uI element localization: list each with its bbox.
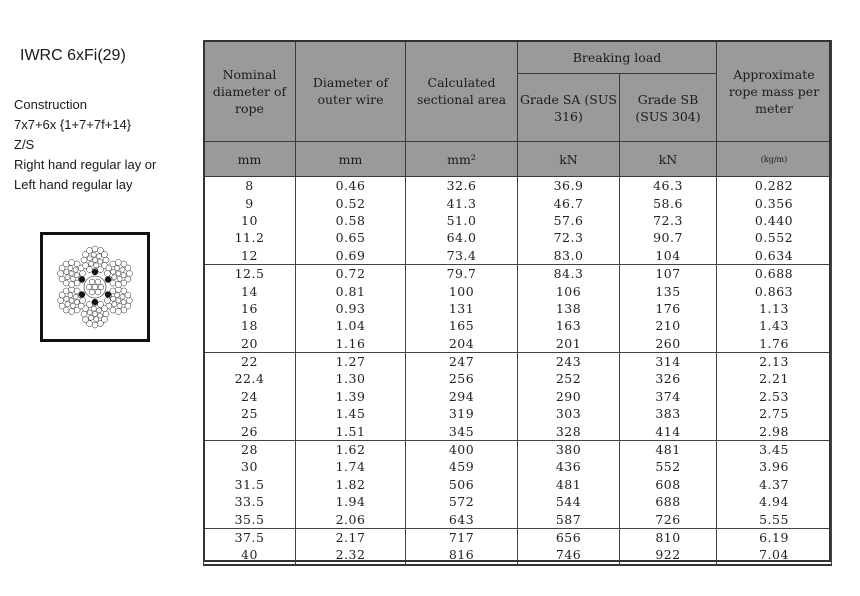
center-wire: [69, 271, 74, 276]
spec-table: [203, 40, 832, 566]
cell-grade-sa: 746: [518, 546, 620, 564]
cell-mass: 7.04: [717, 546, 832, 564]
cell-outer-wire: 0.69: [296, 247, 406, 265]
cell-outer-wire: 0.93: [296, 300, 406, 317]
cell-mass: 2.75: [717, 405, 832, 422]
cell-mass: 2.53: [717, 388, 832, 405]
cell-mass: 4.94: [717, 493, 832, 510]
cell-grade-sb: 383: [620, 405, 717, 422]
cell-outer-wire: 1.27: [296, 352, 406, 370]
table-row: [204, 388, 832, 405]
cell-area: 73.4: [406, 247, 518, 265]
cell-grade-sb: 688: [620, 493, 717, 510]
cell-nominal: 16: [204, 300, 296, 317]
header-grade-sb: Grade SB (SUS 304): [620, 74, 717, 142]
cell-grade-sa: 252: [518, 370, 620, 387]
outer-wire: [103, 311, 109, 317]
filler-wire: [105, 277, 111, 283]
cell-outer-wire: 1.39: [296, 388, 406, 405]
inner-wire: [98, 259, 103, 264]
cell-mass: 1.76: [717, 335, 832, 353]
cell-nominal: 20: [204, 335, 296, 353]
product-title: IWRC 6xFi(29): [20, 47, 126, 64]
table-row: [204, 370, 832, 387]
outer-wire: [121, 280, 127, 286]
inner-wire: [88, 315, 93, 320]
unit-mass: (kg/m): [717, 142, 832, 177]
cell-grade-sb: 481: [620, 440, 717, 458]
inner-wire: [117, 276, 122, 281]
cell-outer-wire: 1.74: [296, 458, 406, 475]
cell-outer-wire: 1.62: [296, 440, 406, 458]
unit-grade-sa: kN: [518, 142, 620, 177]
cell-outer-wire: 1.82: [296, 476, 406, 493]
inner-wire: [94, 263, 99, 268]
inner-wire: [115, 266, 120, 271]
cell-nominal: 30: [204, 458, 296, 475]
cell-grade-sa: 163: [518, 317, 620, 334]
inner-wire: [121, 273, 126, 278]
header-nominal-diameter: Nominal diameter of rope: [204, 41, 296, 142]
table-row: [204, 405, 832, 422]
cell-nominal: 11.2: [204, 229, 296, 246]
outer-wire: [82, 317, 88, 323]
cell-area: 256: [406, 370, 518, 387]
rope-cross-section-frame: [40, 232, 150, 342]
outer-wire: [59, 303, 65, 309]
cell-grade-sb: 210: [620, 317, 717, 334]
table-body: [204, 177, 832, 565]
outer-wire: [115, 282, 121, 288]
cell-grade-sa: 656: [518, 528, 620, 546]
cell-mass: 0.688: [717, 264, 832, 282]
table-row: [204, 528, 832, 546]
outer-wire: [115, 309, 121, 315]
inner-wire: [64, 269, 69, 274]
outer-wire: [80, 271, 86, 277]
cell-grade-sa: 481: [518, 476, 620, 493]
cell-mass: 2.98: [717, 422, 832, 440]
inner-wire: [112, 302, 117, 307]
cell-grade-sb: 260: [620, 335, 717, 353]
core-wire: [86, 284, 92, 290]
cell-grade-sa: 106: [518, 282, 620, 299]
core-wire: [89, 289, 95, 295]
outer-wire: [87, 301, 93, 307]
table-row: [204, 194, 832, 211]
inner-wire: [97, 308, 102, 313]
outer-wire: [69, 309, 75, 315]
cell-nominal: 24: [204, 388, 296, 405]
unit-area: mm²: [406, 142, 518, 177]
cell-grade-sb: 104: [620, 247, 717, 265]
cell-nominal: 22: [204, 352, 296, 370]
cell-nominal: 26: [204, 422, 296, 440]
inner-wire: [120, 294, 125, 299]
outer-wire: [126, 271, 132, 277]
table-row: [204, 510, 832, 528]
cell-area: 51.0: [406, 212, 518, 229]
cell-grade-sb: 107: [620, 264, 717, 282]
cell-mass: 0.552: [717, 229, 832, 246]
cell-outer-wire: 1.94: [296, 493, 406, 510]
table-row: [204, 476, 832, 493]
cell-area: 319: [406, 405, 518, 422]
outer-wire: [125, 265, 131, 271]
inner-wire: [111, 296, 116, 301]
inner-wire: [68, 293, 73, 298]
cell-nominal: 12: [204, 247, 296, 265]
cell-area: 131: [406, 300, 518, 317]
unit-outer-wire: mm: [296, 142, 406, 177]
table-row: [204, 458, 832, 475]
inner-wire: [73, 267, 78, 272]
outer-wire: [98, 321, 104, 327]
cell-grade-sa: 84.3: [518, 264, 620, 282]
outer-wire: [125, 292, 131, 298]
cell-nominal: 25: [204, 405, 296, 422]
table-row: [204, 422, 832, 440]
table-row: [204, 317, 832, 334]
outer-wire: [102, 306, 108, 312]
filler-wire: [92, 299, 98, 305]
header-rope-mass: Approximate rope mass per meter: [717, 41, 832, 142]
table-row: [204, 264, 832, 282]
table-row: [204, 546, 832, 564]
cell-mass: 0.440: [717, 212, 832, 229]
cell-area: 247: [406, 352, 518, 370]
cell-area: 79.7: [406, 264, 518, 282]
outer-wire: [126, 298, 132, 304]
center-wire: [93, 312, 98, 317]
cell-grade-sa: 587: [518, 510, 620, 528]
cell-grade-sb: 58.6: [620, 194, 717, 211]
core-wire: [95, 289, 101, 295]
cell-grade-sa: 46.7: [518, 194, 620, 211]
cell-nominal: 12.5: [204, 264, 296, 282]
outer-wire: [103, 257, 109, 263]
cell-grade-sb: 552: [620, 458, 717, 475]
cell-mass: 0.356: [717, 194, 832, 211]
cell-grade-sa: 290: [518, 388, 620, 405]
cell-grade-sb: 810: [620, 528, 717, 546]
spec-line: Left hand regular lay: [14, 177, 133, 192]
outer-wire: [104, 271, 110, 277]
table-row: [204, 335, 832, 353]
cell-grade-sb: 46.3: [620, 177, 717, 195]
inner-wire: [115, 293, 120, 298]
outer-wire: [98, 267, 104, 273]
inner-wire: [112, 275, 117, 280]
cell-outer-wire: 0.65: [296, 229, 406, 246]
table-row: [204, 493, 832, 510]
outer-wire: [58, 298, 64, 304]
table-row: [204, 229, 832, 246]
outer-wire: [59, 276, 65, 282]
cell-outer-wire: 0.46: [296, 177, 406, 195]
outer-wire: [121, 307, 127, 313]
cell-outer-wire: 2.06: [296, 510, 406, 528]
unit-grade-sb: kN: [620, 142, 717, 177]
cell-area: 506: [406, 476, 518, 493]
cell-grade-sb: 176: [620, 300, 717, 317]
cell-area: 64.0: [406, 229, 518, 246]
cell-nominal: 18: [204, 317, 296, 334]
table-row: [204, 212, 832, 229]
center-wire: [116, 271, 121, 276]
inner-wire: [74, 273, 79, 278]
inner-wire: [120, 267, 125, 272]
outer-wire: [115, 260, 121, 266]
header-grade-sa: Grade SA (SUS 316): [518, 74, 620, 142]
cell-grade-sa: 544: [518, 493, 620, 510]
cell-grade-sa: 243: [518, 352, 620, 370]
cell-grade-sb: 414: [620, 422, 717, 440]
inner-wire: [88, 261, 93, 266]
cell-mass: 6.19: [717, 528, 832, 546]
outer-wire: [74, 307, 80, 313]
inner-wire: [117, 303, 122, 308]
cell-grade-sb: 374: [620, 388, 717, 405]
cell-area: 816: [406, 546, 518, 564]
core-wire: [89, 279, 95, 285]
cell-mass: 3.96: [717, 458, 832, 475]
cell-outer-wire: 2.32: [296, 546, 406, 564]
cell-mass: 0.282: [717, 177, 832, 195]
cell-grade-sa: 328: [518, 422, 620, 440]
spec-line: 7x7+6x {1+7+7f+14}: [14, 117, 132, 132]
cell-mass: 2.13: [717, 352, 832, 370]
inner-wire: [94, 317, 99, 322]
cell-outer-wire: 1.16: [296, 335, 406, 353]
cell-nominal: 37.5: [204, 528, 296, 546]
cell-grade-sb: 72.3: [620, 212, 717, 229]
spec-line: Z/S: [14, 137, 35, 152]
cell-grade-sa: 201: [518, 335, 620, 353]
outer-wire: [69, 260, 75, 266]
cell-mass: 0.863: [717, 282, 832, 299]
outer-wire: [92, 322, 98, 328]
cell-mass: 5.55: [717, 510, 832, 528]
outer-wire: [63, 261, 69, 267]
cell-grade-sa: 83.0: [518, 247, 620, 265]
cell-mass: 2.21: [717, 370, 832, 387]
cell-outer-wire: 0.52: [296, 194, 406, 211]
cell-nominal: 28: [204, 440, 296, 458]
cell-grade-sa: 303: [518, 405, 620, 422]
table-row: [204, 352, 832, 370]
cell-grade-sb: 608: [620, 476, 717, 493]
table-row: [204, 440, 832, 458]
cell-nominal: 33.5: [204, 493, 296, 510]
cell-outer-wire: 0.72: [296, 264, 406, 282]
cell-area: 345: [406, 422, 518, 440]
header-outer-wire: Diameter of outer wire: [296, 41, 406, 142]
outer-wire: [110, 261, 116, 267]
cell-grade-sb: 135: [620, 282, 717, 299]
table-row: [204, 282, 832, 299]
cell-mass: 1.13: [717, 300, 832, 317]
cell-nominal: 8: [204, 177, 296, 195]
cell-mass: 0.634: [717, 247, 832, 265]
cell-nominal: 9: [204, 194, 296, 211]
outer-wire: [81, 257, 87, 263]
inner-wire: [70, 276, 75, 281]
cell-nominal: 31.5: [204, 476, 296, 493]
cell-outer-wire: 2.17: [296, 528, 406, 546]
inner-wire: [73, 294, 78, 299]
center-wire: [93, 258, 98, 263]
cell-grade-sa: 72.3: [518, 229, 620, 246]
cell-area: 32.6: [406, 177, 518, 195]
cell-grade-sa: 138: [518, 300, 620, 317]
filler-wire: [105, 292, 111, 298]
cell-area: 165: [406, 317, 518, 334]
cell-nominal: 14: [204, 282, 296, 299]
cell-outer-wire: 1.51: [296, 422, 406, 440]
outer-wire: [81, 311, 87, 317]
cell-area: 717: [406, 528, 518, 546]
cell-grade-sb: 726: [620, 510, 717, 528]
outer-wire: [82, 263, 88, 269]
inner-wire: [97, 254, 102, 259]
table-row: [204, 300, 832, 317]
inner-wire: [91, 252, 96, 257]
inner-wire: [87, 256, 92, 261]
cell-area: 294: [406, 388, 518, 405]
inner-wire: [64, 296, 69, 301]
cell-grade-sa: 57.6: [518, 212, 620, 229]
filler-wire: [79, 292, 85, 298]
cell-outer-wire: 1.30: [296, 370, 406, 387]
product-specs: [14, 95, 156, 195]
cell-area: 100: [406, 282, 518, 299]
table-row: [204, 247, 832, 265]
cell-mass: 4.37: [717, 476, 832, 493]
cell-nominal: 22.4: [204, 370, 296, 387]
cell-grade-sa: 380: [518, 440, 620, 458]
cell-grade-sa: 436: [518, 458, 620, 475]
inner-wire: [87, 310, 92, 315]
outer-wire: [58, 271, 64, 277]
header-breaking-load: Breaking load: [518, 41, 717, 74]
inner-wire: [98, 313, 103, 318]
cell-area: 459: [406, 458, 518, 475]
outer-wire: [102, 252, 108, 258]
outer-wire: [63, 288, 69, 294]
header-sectional-area: Calculated sectional area: [406, 41, 518, 142]
inner-wire: [65, 302, 70, 307]
outer-wire: [92, 246, 98, 252]
filler-wire: [79, 277, 85, 283]
wire-rope-cross-section-icon: [45, 237, 145, 337]
cell-area: 204: [406, 335, 518, 353]
inner-wire: [70, 303, 75, 308]
inner-wire: [74, 300, 79, 305]
cell-mass: 1.43: [717, 317, 832, 334]
filler-wire: [92, 269, 98, 275]
cell-grade-sb: 326: [620, 370, 717, 387]
cell-outer-wire: 1.04: [296, 317, 406, 334]
cell-nominal: 35.5: [204, 510, 296, 528]
core-wire: [95, 279, 101, 285]
spec-line: Right hand regular lay or: [14, 157, 157, 172]
cell-outer-wire: 0.81: [296, 282, 406, 299]
cell-grade-sb: 314: [620, 352, 717, 370]
cell-nominal: 10: [204, 212, 296, 229]
cell-area: 400: [406, 440, 518, 458]
center-wire: [69, 298, 74, 303]
cell-nominal: 40: [204, 546, 296, 564]
cell-mass: 3.45: [717, 440, 832, 458]
inner-wire: [121, 300, 126, 305]
cell-area: 643: [406, 510, 518, 528]
inner-wire: [111, 269, 116, 274]
outer-wire: [80, 298, 86, 304]
cell-grade-sb: 922: [620, 546, 717, 564]
outer-wire: [69, 282, 75, 288]
center-wire: [116, 298, 121, 303]
cell-area: 41.3: [406, 194, 518, 211]
unit-nominal: mm: [204, 142, 296, 177]
cell-outer-wire: 0.58: [296, 212, 406, 229]
inner-wire: [68, 266, 73, 271]
core-wire: [92, 284, 98, 290]
cell-area: 572: [406, 493, 518, 510]
core-wire: [98, 284, 104, 290]
table-row: [204, 177, 832, 195]
outer-wire: [87, 247, 93, 253]
spec-line: Construction: [14, 97, 87, 112]
cell-outer-wire: 1.45: [296, 405, 406, 422]
inner-wire: [91, 306, 96, 311]
cell-grade-sb: 90.7: [620, 229, 717, 246]
inner-wire: [65, 275, 70, 280]
cell-grade-sa: 36.9: [518, 177, 620, 195]
outer-wire: [104, 298, 110, 304]
